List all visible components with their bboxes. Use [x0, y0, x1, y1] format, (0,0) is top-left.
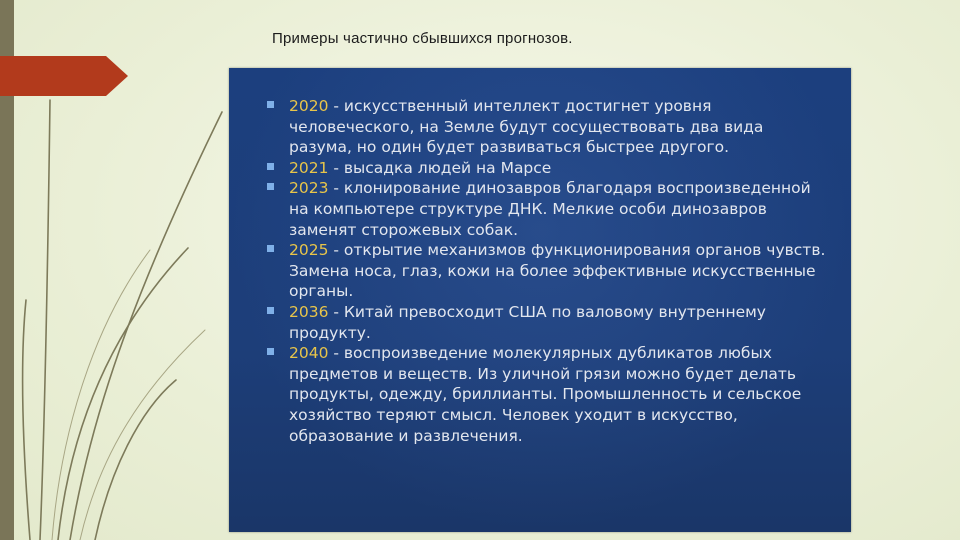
forecast-item-2025 — [267, 240, 831, 302]
forecast-year: 2023 — [289, 179, 329, 198]
forecast-item-2020 — [267, 96, 831, 158]
forecast-text: - искусственный интеллект достигнет уровня человеческого, на Земле будут сосуществовать два вида разума, но один будет развиваться быстрее другого. — [289, 97, 764, 157]
forecast-year: 2020 — [289, 97, 329, 115]
forecast-text: - воспроизведение молекулярных дубликатов любых предметов и веществ. Из уличной грязи можно будет делать продукты, одежду, бриллианты. Промышленность и сельское хозяйство теряют смысл. Человек уходит в искусство, образование и развлечения. — [289, 344, 802, 445]
forecast-year: 2025 — [289, 241, 329, 260]
forecast-panel — [229, 68, 851, 532]
forecast-text: - Китай превосходит США по валовому внутреннему продукту. — [289, 302, 766, 342]
forecast-year: 2036 — [289, 302, 329, 321]
forecast-item-2040 — [267, 343, 831, 446]
square-bullet-icon — [267, 163, 274, 170]
slide-title: Примеры частично сбывшихся прогнозов. — [272, 30, 573, 47]
square-bullet-icon — [267, 245, 274, 252]
forecast-item-2023 — [267, 178, 831, 240]
square-bullet-icon — [267, 101, 274, 108]
forecast-list — [229, 68, 851, 446]
forecast-year: 2021 — [289, 158, 329, 177]
forecast-year: 2040 — [289, 344, 329, 363]
square-bullet-icon — [267, 307, 274, 314]
forecast-item-2021 — [267, 158, 831, 179]
forecast-item-2036 — [267, 302, 831, 343]
forecast-text: - клонирование динозавров благодаря воспроизведенной на компьютере структуре ДНК. Мелкие особи динозавров заменят сторожевых собак. — [289, 179, 811, 239]
forecast-text: - высадка людей на Марсе — [328, 158, 552, 177]
square-bullet-icon — [267, 348, 274, 355]
forecast-text: - открытие механизмов функционирования органов чувств. Замена носа, глаз, кожи на более эффективные искусственные органы. — [289, 241, 826, 301]
square-bullet-icon — [267, 183, 274, 190]
red-arrow-tab — [0, 56, 128, 96]
